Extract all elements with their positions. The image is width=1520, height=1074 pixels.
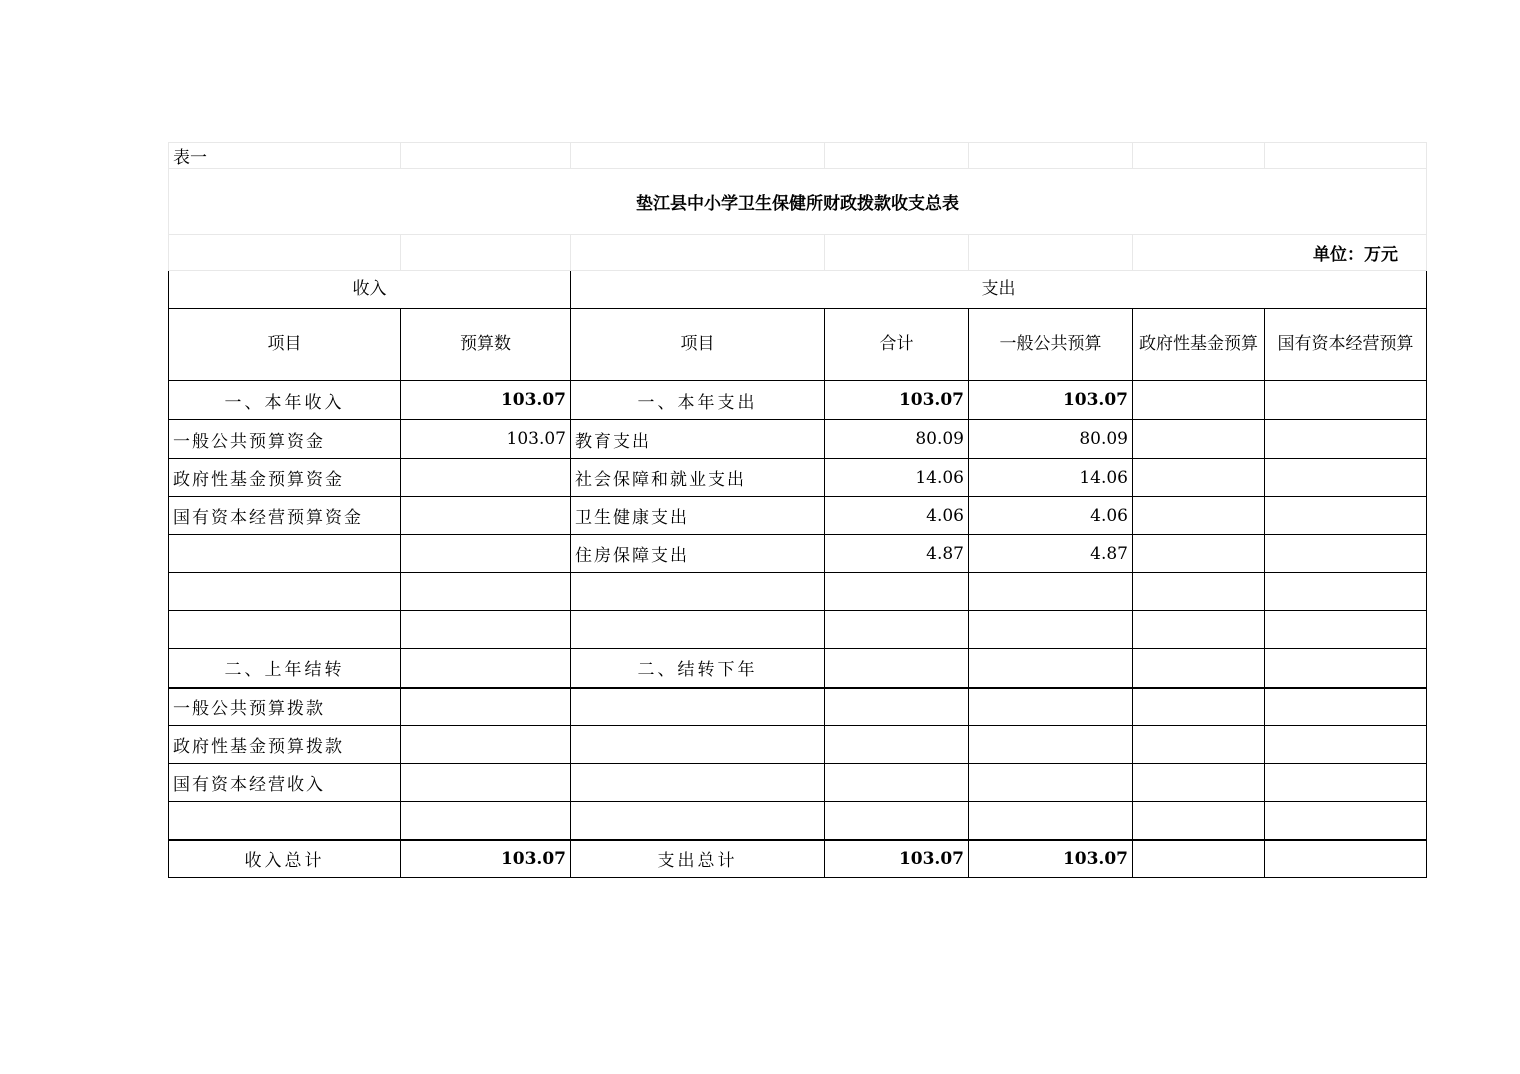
sc-value — [1265, 497, 1427, 535]
expense-item-header: 项目 — [571, 309, 825, 381]
gov-value — [1133, 381, 1265, 420]
total-value — [825, 802, 969, 840]
general-value: 80.09 — [969, 420, 1133, 459]
income-item: 二、上年结转 — [169, 649, 401, 688]
income-value — [401, 649, 571, 688]
income-total-value: 103.07 — [401, 840, 571, 878]
table-row — [169, 611, 1427, 649]
sc-value — [1265, 688, 1427, 726]
income-value — [401, 535, 571, 573]
label-row — [169, 143, 1427, 169]
income-item — [169, 802, 401, 840]
income-value: 103.07 — [401, 420, 571, 459]
income-value: 103.07 — [401, 381, 571, 420]
general-value: 103.07 — [969, 840, 1133, 878]
income-item: 一、本年收入 — [169, 381, 401, 420]
income-item: 国有资本经营预算资金 — [169, 497, 401, 535]
sc-value — [1265, 802, 1427, 840]
total-value: 14.06 — [825, 459, 969, 497]
table-row — [169, 497, 1427, 535]
sc-value — [1265, 611, 1427, 649]
sc-value — [1265, 573, 1427, 611]
income-item — [169, 611, 401, 649]
expense-item — [571, 573, 825, 611]
total-value — [825, 649, 969, 688]
income-value — [401, 688, 571, 726]
expense-item: 二、结转下年 — [571, 649, 825, 688]
general-value — [969, 611, 1133, 649]
total-value — [825, 726, 969, 764]
expense-item: 一、本年支出 — [571, 381, 825, 420]
gov-value — [1133, 611, 1265, 649]
gov-value — [1133, 688, 1265, 726]
gov-value — [1133, 420, 1265, 459]
income-value — [401, 726, 571, 764]
section-header-row — [169, 271, 1427, 309]
income-total-label: 收入总计 — [169, 840, 401, 878]
income-value — [401, 573, 571, 611]
table-row — [169, 764, 1427, 802]
table-row — [169, 459, 1427, 497]
budget-summary-table — [168, 142, 1427, 878]
income-item: 政府性基金预算拨款 — [169, 726, 401, 764]
expense-item — [571, 611, 825, 649]
income-item — [169, 535, 401, 573]
expense-item — [571, 764, 825, 802]
income-header: 收入 — [169, 271, 571, 309]
gov-value — [1133, 649, 1265, 688]
general-value: 4.06 — [969, 497, 1133, 535]
unit-label: 单位：万元 — [1133, 235, 1427, 271]
gov-value — [1133, 726, 1265, 764]
sc-value — [1265, 420, 1427, 459]
sc-value — [1265, 840, 1427, 878]
table-row — [169, 420, 1427, 459]
sc-value — [1265, 764, 1427, 802]
state-capital-header: 国有资本经营预算 — [1265, 309, 1427, 381]
gov-value — [1133, 802, 1265, 840]
total-value: 103.07 — [825, 840, 969, 878]
sc-value — [1265, 381, 1427, 420]
sc-value — [1265, 535, 1427, 573]
expense-item: 教育支出 — [571, 420, 825, 459]
income-value — [401, 497, 571, 535]
general-value — [969, 802, 1133, 840]
total-value: 4.87 — [825, 535, 969, 573]
expense-item — [571, 802, 825, 840]
income-value — [401, 611, 571, 649]
total-value: 103.07 — [825, 381, 969, 420]
sc-value — [1265, 459, 1427, 497]
total-value — [825, 573, 969, 611]
income-item — [169, 573, 401, 611]
income-item: 一般公共预算资金 — [169, 420, 401, 459]
general-budget-header: 一般公共预算 — [969, 309, 1133, 381]
expense-item: 住房保障支出 — [571, 535, 825, 573]
page-title: 垫江县中小学卫生保健所财政拨款收支总表 — [169, 169, 1427, 235]
gov-value — [1133, 573, 1265, 611]
general-value: 14.06 — [969, 459, 1133, 497]
table-label: 表一 — [169, 143, 401, 169]
gov-value — [1133, 840, 1265, 878]
general-value: 103.07 — [969, 381, 1133, 420]
general-value — [969, 688, 1133, 726]
income-item: 国有资本经营收入 — [169, 764, 401, 802]
income-item: 政府性基金预算资金 — [169, 459, 401, 497]
general-value — [969, 649, 1133, 688]
total-value — [825, 764, 969, 802]
table-row — [169, 535, 1427, 573]
title-row — [169, 169, 1427, 235]
sc-value — [1265, 649, 1427, 688]
budget-header: 预算数 — [401, 309, 571, 381]
gov-value — [1133, 459, 1265, 497]
table-row — [169, 802, 1427, 840]
table-row — [169, 726, 1427, 764]
general-value — [969, 573, 1133, 611]
general-value: 4.87 — [969, 535, 1133, 573]
total-value: 4.06 — [825, 497, 969, 535]
general-value — [969, 764, 1133, 802]
expense-item: 社会保障和就业支出 — [571, 459, 825, 497]
gov-value — [1133, 497, 1265, 535]
column-header-row — [169, 309, 1427, 381]
table-row — [169, 573, 1427, 611]
income-item: 一般公共预算拨款 — [169, 688, 401, 726]
sc-value — [1265, 726, 1427, 764]
income-value — [401, 459, 571, 497]
table-row — [169, 381, 1427, 420]
total-header: 合计 — [825, 309, 969, 381]
total-value — [825, 611, 969, 649]
expense-total-label: 支出总计 — [571, 840, 825, 878]
table-row — [169, 649, 1427, 688]
income-item-header: 项目 — [169, 309, 401, 381]
gov-fund-header: 政府性基金预算 — [1133, 309, 1265, 381]
income-value — [401, 764, 571, 802]
total-value — [825, 688, 969, 726]
expense-header: 支出 — [571, 271, 1427, 309]
expense-item: 卫生健康支出 — [571, 497, 825, 535]
expense-item — [571, 688, 825, 726]
gov-value — [1133, 764, 1265, 802]
expense-item — [571, 726, 825, 764]
total-value: 80.09 — [825, 420, 969, 459]
general-value — [969, 726, 1133, 764]
totals-row — [169, 840, 1427, 878]
income-value — [401, 802, 571, 840]
table-row — [169, 688, 1427, 726]
unit-row — [169, 235, 1427, 271]
gov-value — [1133, 535, 1265, 573]
